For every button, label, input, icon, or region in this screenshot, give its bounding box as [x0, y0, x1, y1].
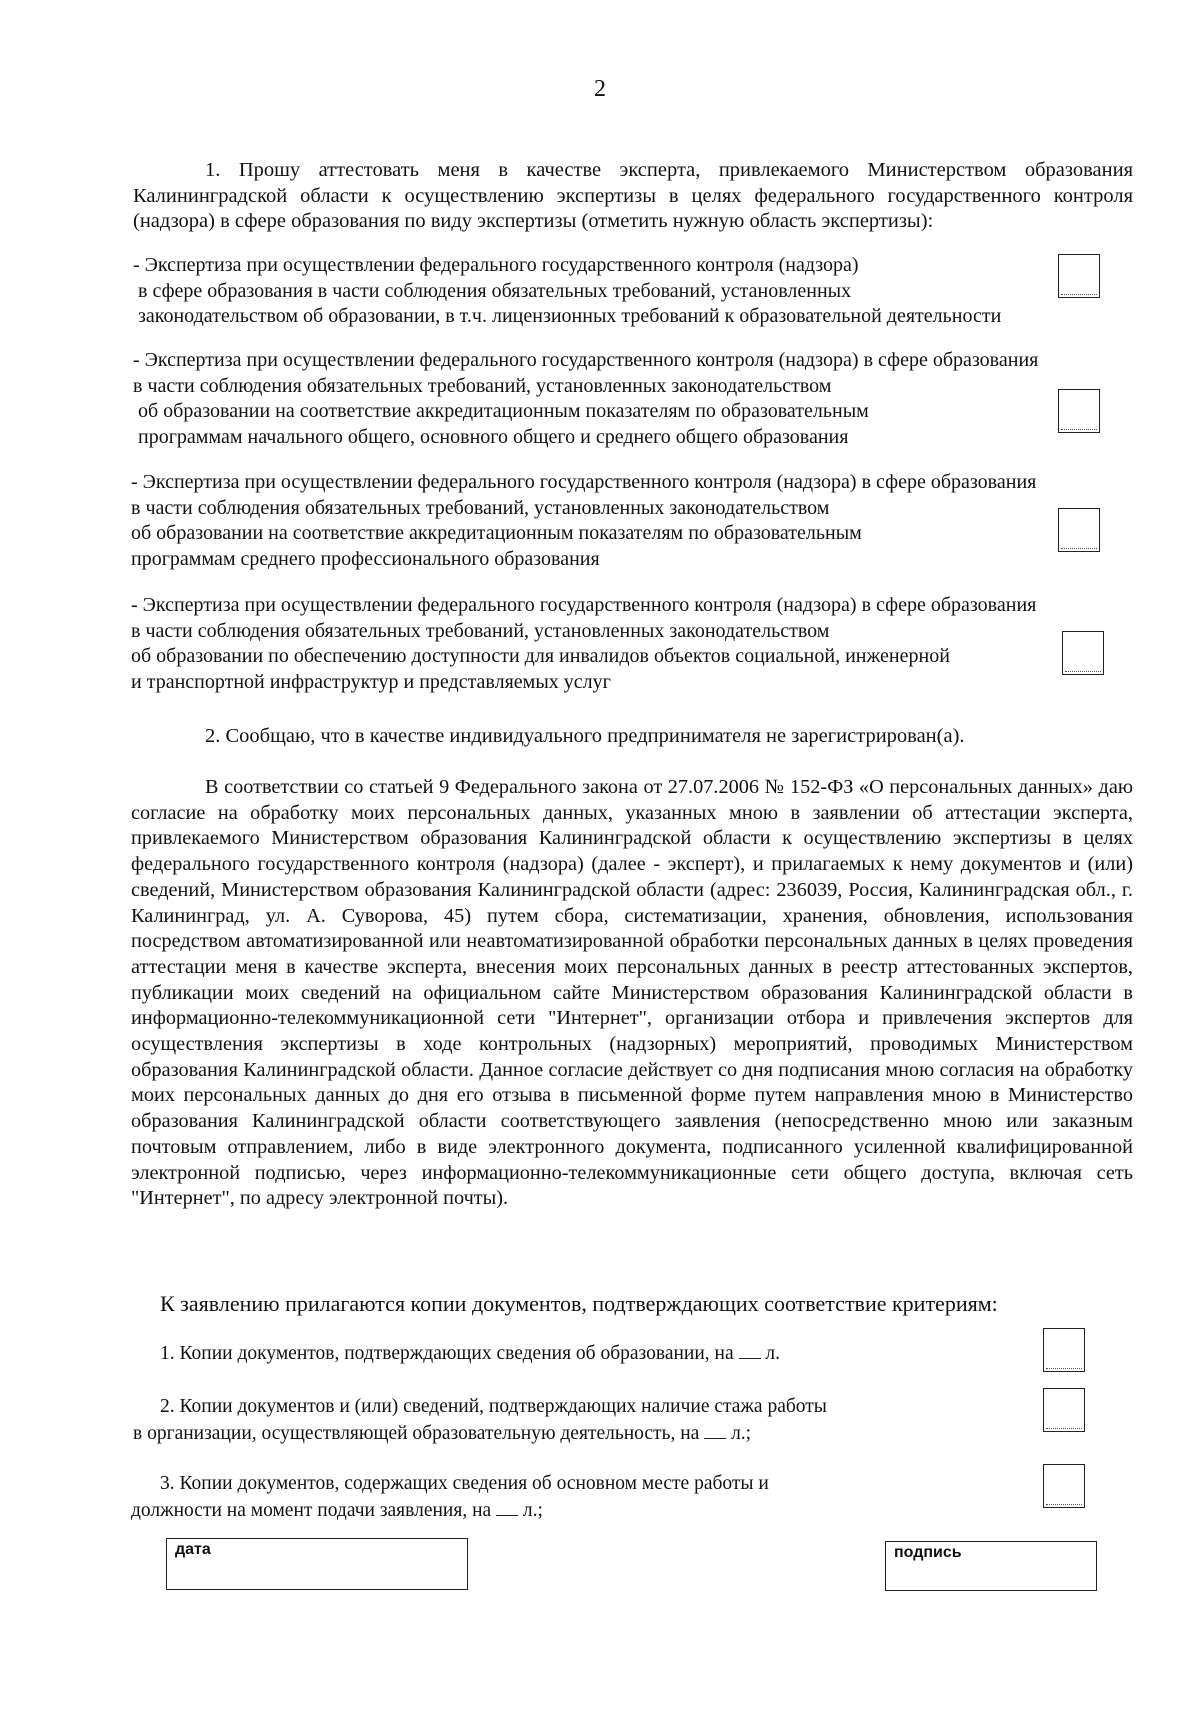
option-line: - Экспертиза при осуществлении федерального государственного контроля (надзора) — [133, 254, 859, 276]
attachment-text: 1. Копии документов, подтверждающих сведения об образовании, на — [160, 1343, 739, 1364]
page-number: 2 — [594, 76, 606, 102]
attachment-text: в организации, осуществляющей образовательную деятельность, на — [133, 1423, 705, 1444]
expertise-option-1 — [133, 253, 1001, 330]
signature-field[interactable] — [885, 1541, 1097, 1591]
item-1-line: (надзора) в сфере образования по виду экспертизы (отметить нужную область экспертизы): — [133, 210, 934, 232]
signature-label: подпись — [894, 1544, 962, 1561]
date-field[interactable] — [166, 1538, 468, 1590]
option-line: - Экспертиза при осуществлении федерального государственного контроля (надзора) в сфере образования — [131, 594, 1037, 616]
item-2-statement: 2. Сообщаю, что в качестве индивидуального предпринимателя не зарегистрирован(а). — [205, 725, 965, 747]
option-1-checkbox[interactable] — [1058, 254, 1100, 298]
option-line: и транспортной инфраструктур и представляемых услуг — [131, 670, 611, 693]
attachment-line: 2. Копии документов и (или) сведений, подтверждающих наличие стажа работы — [160, 1396, 827, 1417]
option-2-checkbox[interactable] — [1058, 389, 1100, 433]
option-line: программам среднего профессионального образования — [131, 547, 600, 570]
item-1-paragraph — [133, 158, 1133, 235]
attachment-2-checkbox[interactable] — [1043, 1388, 1085, 1432]
option-line: об образовании на соответствие аккредитационным показателям по образовательным — [131, 522, 862, 544]
option-line: в части соблюдения обязательных требований, установленных законодательством — [133, 374, 832, 397]
date-label: дата — [175, 1541, 211, 1558]
attachment-line — [133, 1420, 827, 1447]
option-line: законодательством об образовании, в т.ч. лицензионных требований к образовательной деятельности — [138, 305, 1002, 327]
item-1-line: 1. Прошу аттестовать меня в качестве эксперта, привлекаемого Министерством образования — [205, 159, 1133, 181]
attachment-text: л.; — [518, 1500, 543, 1521]
pages-count-field[interactable] — [739, 1358, 761, 1359]
option-line: программам начального общего, основного общего и среднего общего образования — [138, 425, 849, 448]
attachment-line — [160, 1340, 780, 1367]
attachment-item-1 — [160, 1340, 780, 1367]
attachments-heading: К заявлению прилагаются копии документов, подтверждающих соответствие критериям: — [160, 1291, 998, 1316]
expertise-option-3 — [131, 470, 1036, 572]
expertise-option-2 — [133, 348, 1038, 450]
attachment-line — [131, 1497, 769, 1524]
pages-count-field[interactable] — [704, 1438, 726, 1439]
attachment-text: л.; — [726, 1423, 752, 1444]
attachment-text: л. — [760, 1343, 781, 1364]
attachment-text: должности на момент подачи заявления, на — [131, 1500, 497, 1521]
option-line: об образовании по обеспечению доступности для инвалидов объектов социальной, инженерной — [131, 645, 950, 667]
option-line: в сфере образования в части соблюдения обязательных требований, установленных — [138, 279, 852, 302]
option-line: в части соблюдения обязательных требований, установленных законодательством — [131, 496, 830, 519]
option-line: об образовании на соответствие аккредитационным показателям по образовательным — [138, 400, 869, 422]
attachment-item-3 — [131, 1470, 769, 1524]
option-line: в части соблюдения обязательных требований, установленных законодательством — [131, 619, 830, 642]
consent-paragraph: В соответствии со статьей 9 Федерального закона от 27.07.2006 № 152-ФЗ «О персональных данных» даю согласие на обработку моих персональных данных, указанных мною в заявлении об аттестации эксперта, привлекаемого Министерством образования Калининградской области к осуществлению экспертизы в целях федерального государственного контроля (надзора) (далее - эксперт), и прилагаемых к нему документов и (или) сведений, Министерством образования Калининградской области (адрес: 236039, Россия, Калининградская обл., г. Калининград, ул. А. Суворова, 45) путем сбора, систематизации, хранения, обновления, использования посредством автоматизированной или неавтоматизированной обработки персональных данных в целях проведения аттестации меня в качестве эксперта, внесения моих персональных данных в реестр аттестованных экспертов, публикации моих сведений на официальном сайте Министерством образования Калининградской области в информационно-телекоммуникационной сети "Интернет", организации отбора и привлечения экспертов для осуществления экспертизы в ходе контрольных (надзорных) мероприятий, проводимых Министерством образования Калининградской области. Данное согласие действует со дня подписания мною согласия на обработку моих персональных данных до дня его отзыва в письменной форме путем направления мною в Министерство образования Калининградской области соответствующего заявления (непосредственно мною или заказным почтовым отправлением, либо в виде электронного документа, подписанного усиленной квалифицированной электронной подписью, через информационно-телекоммуникационные сети общего доступа, включая сеть "Интернет", по адресу электронной почты). — [131, 776, 1133, 1210]
option-line: - Экспертиза при осуществлении федерального государственного контроля (надзора) в сфере образования — [131, 471, 1037, 493]
pages-count-field[interactable] — [496, 1515, 518, 1516]
attachment-line: 3. Копии документов, содержащих сведения об основном месте работы и — [160, 1473, 769, 1494]
option-4-checkbox[interactable] — [1062, 631, 1104, 675]
item-1-line: Калининградской области к осуществлению экспертизы в целях федерального государственного контроля — [133, 184, 1133, 207]
option-3-checkbox[interactable] — [1058, 508, 1100, 552]
attachment-3-checkbox[interactable] — [1043, 1464, 1085, 1508]
attachment-item-2 — [133, 1393, 827, 1447]
expertise-option-4 — [131, 593, 1036, 695]
attachment-1-checkbox[interactable] — [1043, 1328, 1085, 1372]
option-line: - Экспертиза при осуществлении федерального государственного контроля (надзора) в сфере образования — [133, 349, 1039, 371]
